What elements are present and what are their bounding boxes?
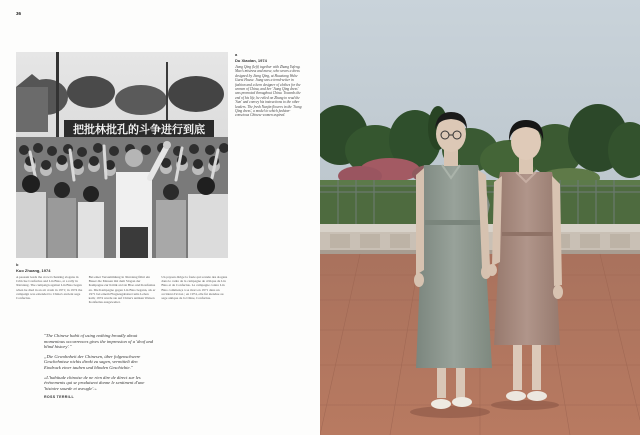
caption-b-german: Bei einer Versammlung in Xinxiang führt ein Bauer die Massen mit dem Slogan der Kampagne zur Kritik an Lin Biao und Konfuzius an. Die Kampagne gegen Lin Biao begann, als er 1971 bei einem Flugzeugabsturz ums Leben kam; 1974 wurde sie auf China's antiken Weisen Konfuzius ausgeweitet. — [88, 275, 156, 305]
caption-b-letter: b — [16, 262, 19, 267]
portrait-photo-image — [320, 0, 640, 435]
caption-b-title: Kuo Zhuang, 1974 — [16, 268, 51, 273]
quote-english: "The Chinese habit of using nothing broadly about momentous occurrences gives the impression of a 'deaf and blind history'." — [44, 333, 154, 350]
banner-text: 把批林批孔的斗争进行到底 — [73, 123, 205, 136]
caption-b-english: A peasant leads the crowd chanting slogans in Criticise Confucius and Lin Biao, at a rally in Xinxiang. The campaign against Lin Biao began when he died in an air crash in 1971; in 1974 the campaign was extended to China's ancient sage Confucius. — [16, 275, 83, 301]
caption-a — [235, 52, 303, 118]
rally-photo — [16, 52, 228, 258]
quote-block — [44, 333, 154, 399]
caption-b — [16, 262, 228, 304]
caption-b-french: Un paysan dirige la foule qui scande des slogans dans le cadre de la campagne de critique de Lin Biao et de Confucius. La campagne contre Lin Biao commença à sa mort en 1971 dans un accident d'avion ; en 1974, elle fut étendue au sage antique de la Chine, Confucius. — [161, 275, 228, 301]
quote-author: ROSS TERRILL — [44, 395, 74, 400]
caption-b-columns — [16, 275, 228, 304]
quote-german: „Die Gewohnheit der Chinesen, über folgenschwere Geschehnisse nichts direkt zu sagen, vermittelt den Eindruck einer tauben und blinden Geschichte." — [44, 353, 141, 370]
caption-a-title: Du Xiaolan, 1974 — [235, 58, 267, 63]
quote-french: «L'habitude chinoise de ne rien dire de direct sur les événements qui se produisent donne le sentiment d'une 'histoire sourde et aveugle'.» — [44, 374, 145, 391]
rally-photo-image — [16, 52, 228, 258]
caption-a-letter: a — [235, 52, 238, 57]
caption-a-text: Jiang Qing (left) together with Zhang Yufeng. Mao's mistress and nurse, who wears a dress designed by Jiang Qing, at Huaxiang Wuhe Guest House. Jiang was a trend-setter in fashion and a keen designer of clothes for the women of China, and her 'Jiang Qing dress' was promoted throughout China. Towards the end of his life, he relied on Zhang to read the 'Sun' and convey his instructions to the other leaders. The fresh Nanjin flowers in the 'Jiang Qing dress', a model to which fashion-conscious Chinese women aspired. — [235, 65, 302, 118]
right-page-photo — [320, 0, 640, 435]
page-number: 36 — [16, 11, 22, 16]
